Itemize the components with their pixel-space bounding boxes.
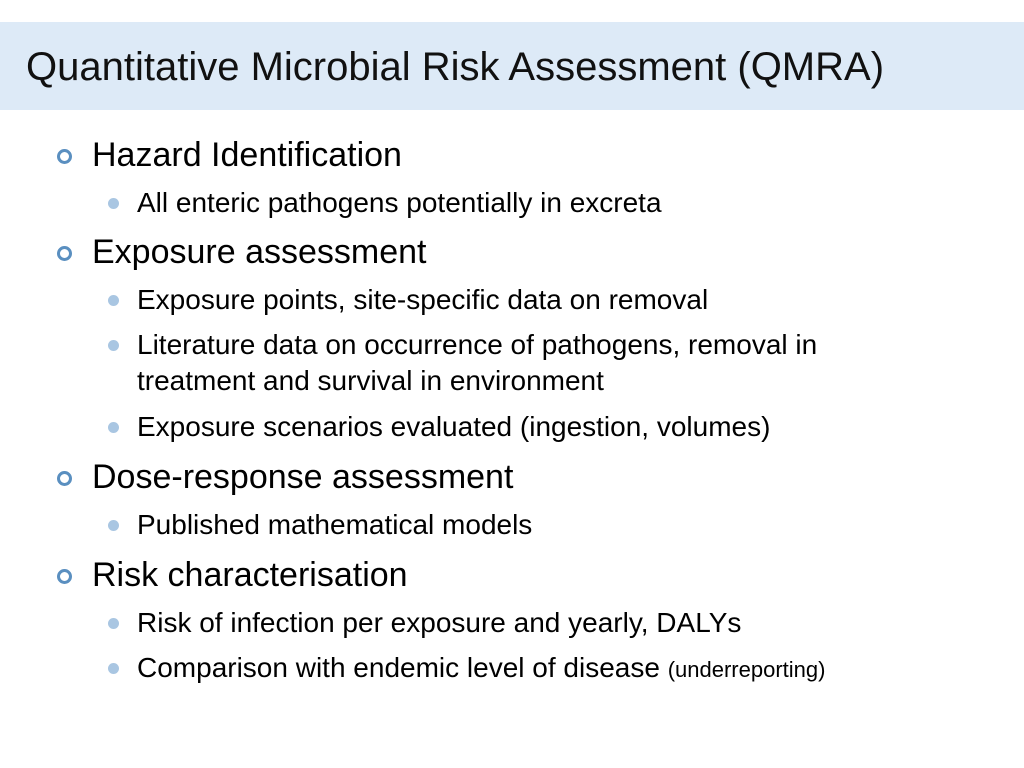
dot-bullet-icon — [108, 520, 119, 531]
list-item: Published mathematical models — [137, 509, 533, 540]
list-item: Exposure scenarios evaluated (ingestion, volumes) — [137, 411, 771, 442]
slide-title: Quantitative Microbial Risk Assessment (QMRA) — [26, 45, 885, 89]
list-item-note: (underreporting) — [667, 657, 826, 682]
section-heading-exposure: Exposure assessment — [92, 233, 427, 271]
dot-bullet-icon — [108, 618, 119, 629]
section-heading-dose-response: Dose-response assessment — [92, 458, 514, 496]
list-item: Exposure points, site-specific data on removal — [137, 284, 709, 315]
ring-bullet-icon — [57, 149, 72, 164]
list-item — [137, 650, 825, 688]
list-item: All enteric pathogens potentially in excreta — [137, 187, 662, 218]
list-item: Risk of infection per exposure and yearly, DALYs — [137, 607, 742, 638]
ring-bullet-icon — [57, 569, 72, 584]
dot-bullet-icon — [108, 663, 119, 674]
dot-bullet-icon — [108, 340, 119, 351]
list-item-continuation: treatment and survival in environment — [137, 365, 604, 396]
section-heading-hazard: Hazard Identification — [92, 136, 402, 174]
list-item: Literature data on occurrence of pathogens, removal in — [137, 329, 818, 360]
dot-bullet-icon — [108, 198, 119, 209]
ring-bullet-icon — [57, 246, 72, 261]
list-item-text: Comparison with endemic level of disease — [137, 652, 660, 683]
section-heading-risk: Risk characterisation — [92, 556, 408, 594]
dot-bullet-icon — [108, 422, 119, 433]
ring-bullet-icon — [57, 471, 72, 486]
dot-bullet-icon — [108, 295, 119, 306]
